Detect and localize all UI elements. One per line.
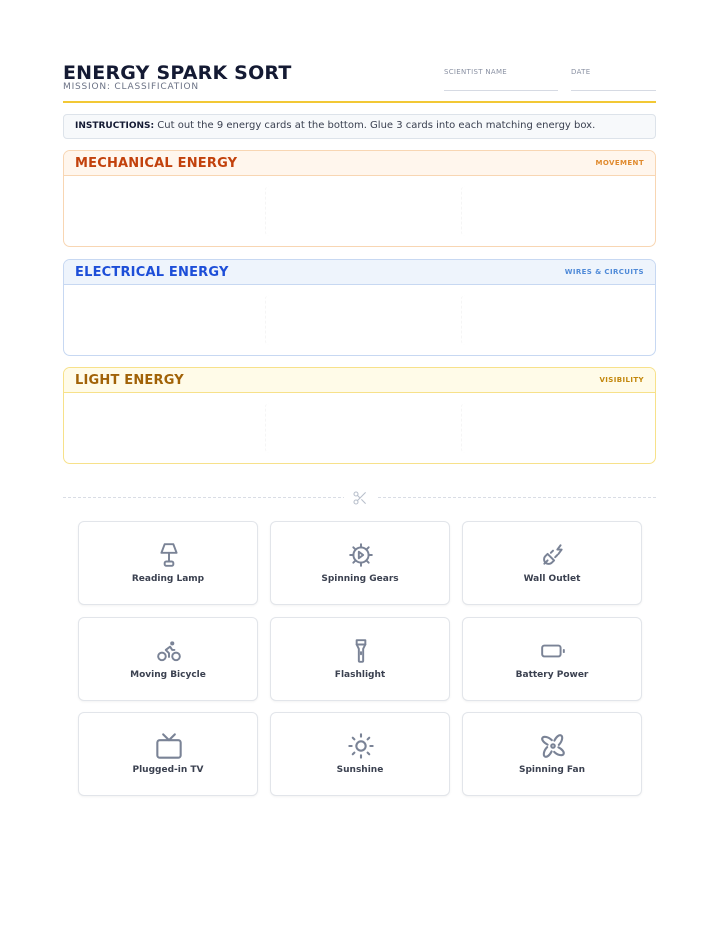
card-slot[interactable] (461, 403, 649, 453)
energy-card-plugged-in-tv[interactable] (78, 712, 258, 796)
card-drop-area[interactable] (64, 393, 655, 463)
instructions-text: Cut out the 9 energy cards at the bottom. Glue 3 cards into each matching energy box. (154, 120, 596, 131)
sun-icon (346, 732, 376, 760)
card-slot[interactable] (265, 403, 453, 453)
card-slot[interactable] (265, 186, 453, 236)
category-tag: VISIBILITY (599, 376, 644, 384)
card-slot[interactable] (461, 186, 649, 236)
plug-icon (538, 541, 568, 569)
energy-card-spinning-gears[interactable] (270, 521, 450, 605)
light-energy-header (64, 368, 655, 393)
mechanical-energy-box[interactable] (63, 150, 656, 247)
card-label: Sunshine (336, 765, 384, 775)
category-title: ELECTRICAL ENERGY (75, 264, 229, 280)
category-tag: MOVEMENT (595, 159, 644, 167)
battery-icon (538, 637, 568, 665)
gear-icon (346, 541, 376, 569)
date-line[interactable] (571, 90, 656, 91)
card-slot[interactable] (70, 186, 257, 236)
category-title: LIGHT ENERGY (75, 372, 184, 388)
scientist-name-label: SCIENTIST NAME (444, 68, 508, 76)
card-drop-area[interactable] (64, 285, 655, 355)
card-label: Spinning Fan (519, 765, 585, 775)
electrical-energy-box[interactable] (63, 259, 656, 356)
category-tag: WIRES & CIRCUITS (564, 268, 644, 276)
date-label: DATE (571, 68, 591, 76)
energy-card-flashlight[interactable] (270, 617, 450, 701)
card-drop-area[interactable] (64, 176, 655, 246)
instructions-label: INSTRUCTIONS: (75, 121, 155, 131)
card-label: Wall Outlet (523, 574, 581, 584)
card-label: Moving Bicycle (130, 670, 206, 680)
electrical-energy-header (64, 260, 655, 285)
fan-icon (538, 732, 568, 760)
mechanical-energy-header (64, 151, 655, 176)
date-field[interactable] (571, 68, 656, 91)
scientist-name-field[interactable] (444, 68, 558, 91)
card-label: Plugged-in TV (132, 765, 204, 775)
energy-card-spinning-fan[interactable] (462, 712, 642, 796)
card-slot[interactable] (461, 295, 649, 345)
card-slot[interactable] (265, 295, 453, 345)
card-slot[interactable] (70, 295, 257, 345)
instructions-box (63, 114, 656, 139)
light-energy-box[interactable] (63, 367, 656, 464)
energy-card-moving-bicycle[interactable] (78, 617, 258, 701)
scientist-name-line[interactable] (444, 90, 558, 91)
energy-card-reading-lamp[interactable] (78, 521, 258, 605)
energy-card-sunshine[interactable] (270, 712, 450, 796)
card-label: Reading Lamp (131, 574, 205, 584)
page-subtitle: MISSION: CLASSIFICATION (63, 82, 199, 92)
header-divider (63, 101, 656, 103)
page-title: ENERGY SPARK SORT (63, 62, 292, 84)
scissors-icon (344, 488, 376, 508)
energy-card-wall-outlet[interactable] (462, 521, 642, 605)
card-slot[interactable] (70, 403, 257, 453)
energy-card-battery-power[interactable] (462, 617, 642, 701)
lamp-icon (154, 541, 184, 569)
bicycle-icon (154, 637, 184, 665)
tv-icon (154, 732, 184, 760)
category-title: MECHANICAL ENERGY (75, 155, 238, 171)
card-label: Battery Power (515, 670, 589, 680)
card-label: Spinning Gears (321, 574, 399, 584)
flashlight-icon (346, 637, 376, 665)
card-label: Flashlight (334, 670, 386, 680)
